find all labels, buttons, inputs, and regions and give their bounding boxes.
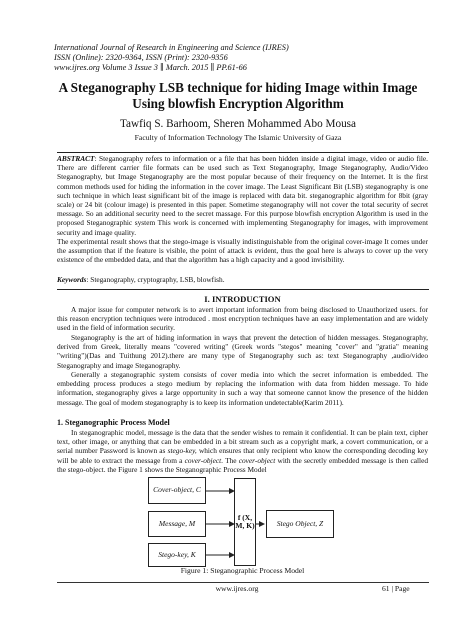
subsection-heading-process-model: 1. Steganographic Process Model bbox=[57, 418, 170, 427]
affiliation: Faculty of Information Technology The Islamic University of Gaza bbox=[134, 133, 342, 142]
abstract-paragraph-2: The experimental result shows that the stego-image is visually indistinguishable from the original cover-image It comes under the assumption that if the feature is visible, the point of attack is evident, thus the goal here is always to cover up the very existence of the embedded data, and that the algorithm has a high capacity and a good invisibility. bbox=[57, 237, 428, 265]
pm-cover2: cover-object bbox=[238, 455, 276, 465]
pm-stegokey: stego-key, bbox=[167, 446, 197, 456]
keywords-label: Keywords bbox=[57, 275, 87, 284]
authors: Tawfiq S. Barhoom, Sheren Mohammed Abo Mousa bbox=[120, 118, 356, 130]
embedding-function-box: f (X, M, K) bbox=[234, 478, 256, 566]
pm-text-d: with the secretly embedded message is then called the stego-object. the Figure 1 shows the Steganographic Process Model bbox=[57, 455, 429, 474]
keywords-text: : Steganography, cryptography, LSB, blowfish. bbox=[86, 275, 225, 284]
paper-title-line2: Using blowfish Encryption Algorithm bbox=[132, 96, 344, 111]
pm-text-c: . The bbox=[221, 455, 239, 465]
pm-cover: cover-object bbox=[184, 455, 222, 465]
pm-text-a: In steganographic model, message is the data that the sender wishes to remain it confidential. It can be plain text, cipher text, other image, or anything that can be embedded in a bit stream such as a copyright mark, a covert communication, or a serial number Password is known as bbox=[57, 428, 428, 456]
stego-key-box: Stego-key, K bbox=[148, 543, 206, 567]
footer-page-number: 61 | Page bbox=[382, 584, 410, 593]
footer-rule bbox=[57, 582, 429, 583]
section-heading-introduction: I. INTRODUCTION bbox=[204, 294, 281, 304]
pm-text-b: which ensures that only recipient who know the corresponding decoding key will be able to extract the message from a bbox=[57, 446, 428, 465]
paper-title-line1: A Steganography LSB technique for hiding Image within Image bbox=[58, 80, 418, 95]
footer-url: www.ijres.org bbox=[215, 584, 259, 593]
stego-object-box: Stego Object, Z bbox=[266, 510, 334, 538]
journal-name: International Journal of Research in Engineering and Science (IJRES) bbox=[54, 43, 289, 52]
intro-paragraph-3: Generally a steganographic system consists of cover media into which the secret information is embedded. The embedding process produces a stego medium by replacing the information with data from hidden message. To hide information, steganography gives a large opportunity in such a way that someone cannot know the presence of the hidden message. The goal of modem steganography is to keep its information undetectable(Karim 2011). bbox=[57, 370, 428, 407]
issn-line: ISSN (Online): 2320-9364, ISSN (Print): 2320-9356 bbox=[54, 53, 228, 62]
intro-paragraph-2: Steganography is the art of hiding information in ways that prevent the detection of hidden messages. Steganography, derived from Greek, literally means "covered writing" (Greek words "stegos" meaning "cover" and "gratia" meaning "writing")(Das and Tuithung 2012).there are many type of Steganography such as: text Steganography ,audio/video Steganography and image Steganography. bbox=[57, 333, 428, 370]
figure-caption: Figure 1: Steganographic Process Model bbox=[180, 566, 305, 575]
abstract-label: ABSTRACT bbox=[57, 154, 95, 163]
volume-line: www.ijres.org Volume 3 Issue 3 ∥ March. 2015 ∥ PP.61-66 bbox=[54, 63, 247, 72]
cover-object-box: Cover-object, C bbox=[148, 477, 206, 504]
intro-paragraph-1: A major issue for computer network is to avert important information from being disclosed to Unauthorized users. for this reason encryption techniques were introduced . most encryption techniques have an easy implementation and are widely used in the field of information security. bbox=[57, 305, 428, 333]
abstract-text-1: : Steganography refers to information or a file that has been hidden inside a digital image, video or audio file. There are different carrier file formats can be used such as Text Steganography, Image Steganography, Audio/Video Steganography, but Image Steganography are the most popular because of their frequency on the Internet. It is the first common methods used for hiding the information in the cover image. The Least Significant Bit (LSB) steganography is one such technique in which least significant bit of the image is replaced with data bit. steganographic algorithm for 8bit (gray scale) or 24 bit (colour image) is presented in this paper. Sometime steganography will not cover the total security of secret message. So an additional security need to the secret massage. For this purpose blowfish encryption Algorithm is used in the proposed Steganographic system This work is concerned with implementing Steganography for images, with improvement security and image quality. bbox=[57, 154, 428, 237]
message-box: Message, M bbox=[148, 511, 206, 537]
